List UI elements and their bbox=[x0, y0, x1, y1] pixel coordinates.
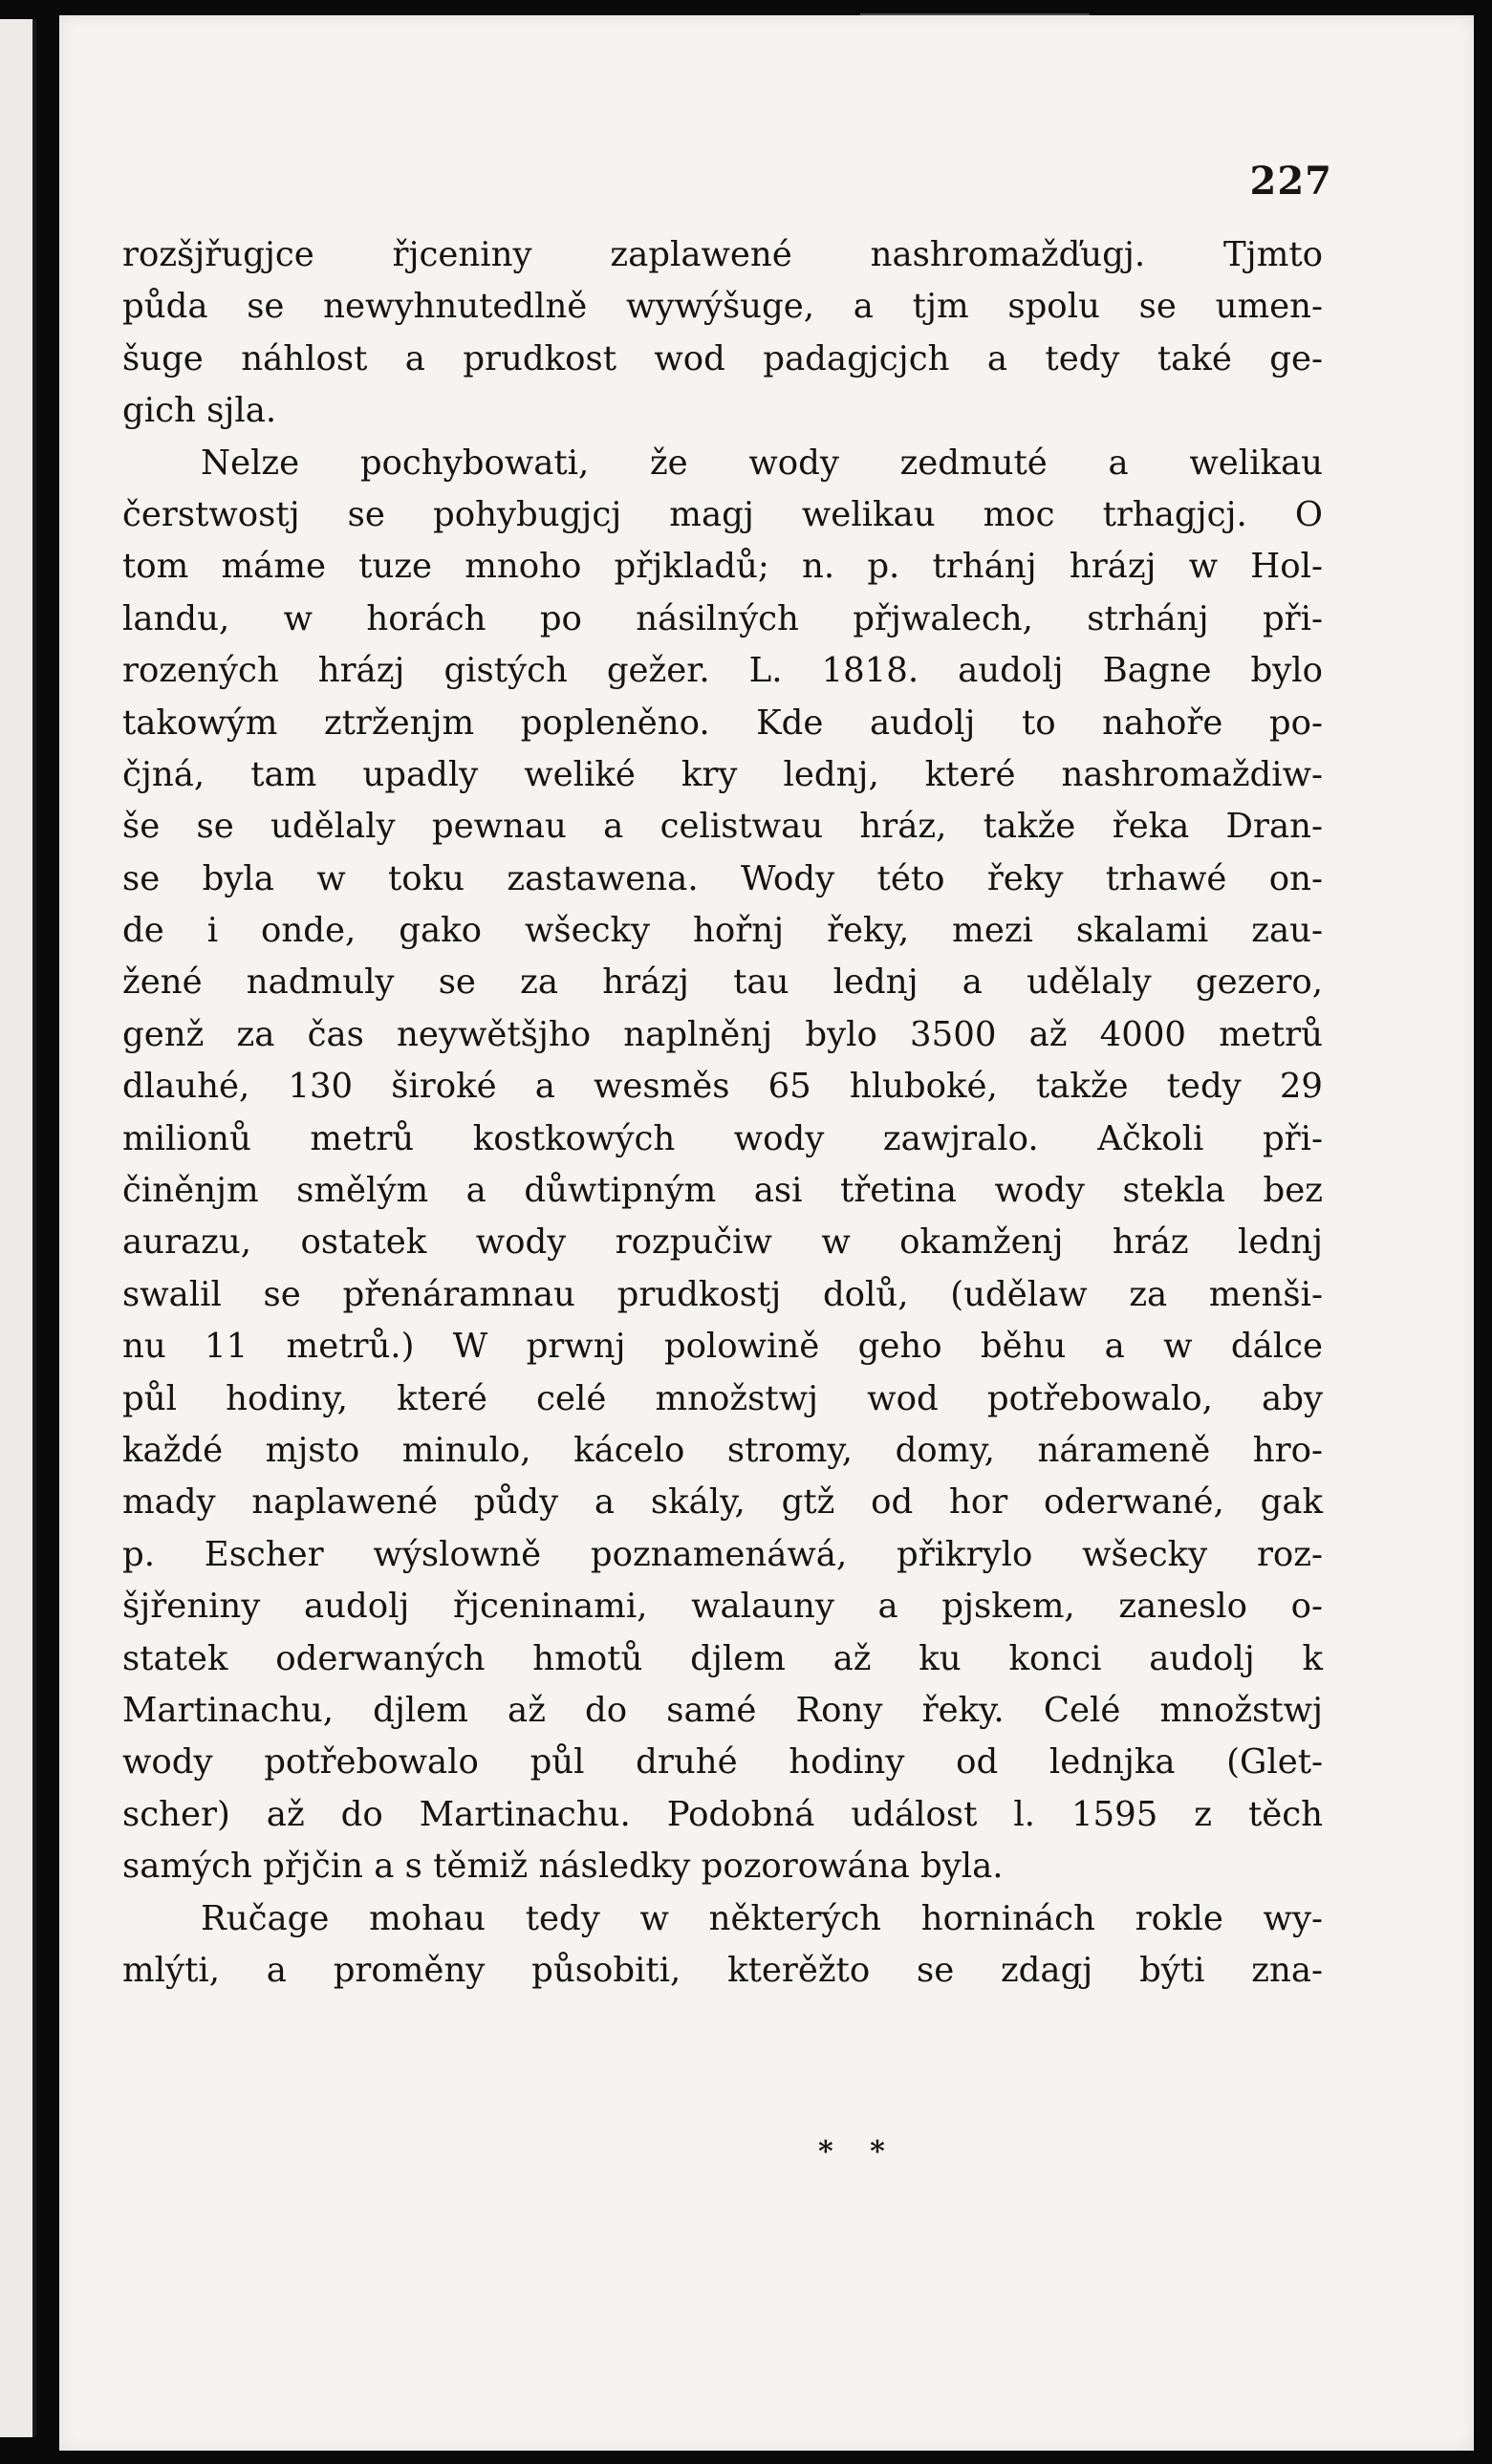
text-line: každé mjsto minulo, kácelo stromy, domy, nárameně hro- bbox=[122, 1430, 1323, 1470]
text-line: půda se newyhnutedlně wywýšuge, a tjm spolu se umen- bbox=[122, 287, 1323, 327]
text-line: genž za čas neywětšjho naplněnj bylo 3500 až 4000 metrů bbox=[122, 1014, 1323, 1054]
text-line: swalil se přenáramnau prudkostj dolů, (udělaw za menši- bbox=[122, 1274, 1323, 1314]
text-line: rozených hrázj gistých gežer. L. 1818. audolj Bagne bylo bbox=[122, 651, 1323, 691]
text-line: šuge náhlost a prudkost wod padagjcjch a tedy také ge- bbox=[122, 338, 1323, 378]
text-line: rozšjřugjce řjceniny zaplawené nashromažďugj. Tjmto bbox=[122, 235, 1323, 274]
text-line: p. Escher wýslowně poznamenáwá, přikrylo wšecky roz- bbox=[122, 1534, 1323, 1574]
signature-mark: * * bbox=[818, 2135, 898, 2169]
text-line: půl hodiny, které celé množstwj wod potřebowalo, aby bbox=[122, 1378, 1323, 1418]
text-line: nu 11 metrů.) W prwnj polowině geho běhu a w dálce bbox=[122, 1327, 1323, 1367]
text-line: aurazu, ostatek wody rozpučiw w okamženj hráz lednj bbox=[122, 1222, 1323, 1263]
text-line: čjná, tam upadly weliké kry lednj, které nashromaždiw- bbox=[122, 754, 1323, 794]
text-line: samých přjčin a s těmiž následky pozorowána byla. bbox=[122, 1847, 1004, 1887]
text-line: žené nadmuly se za hrázj tau lednj a udělaly gezero, bbox=[122, 962, 1323, 1003]
text-line: tom máme tuze mnoho přjkladů; n. p. trhánj hrázj w Hol- bbox=[122, 547, 1323, 587]
text-line: mady naplawené půdy a skály, gtž od hor oderwané, gak bbox=[122, 1482, 1323, 1523]
text-line: dlauhé, 130 široké a wesměs 65 hluboké, takže tedy 29 bbox=[122, 1067, 1323, 1107]
text-line: čerstwostj se pohybugjcj magj welikau moc trhagjcj. O bbox=[122, 494, 1323, 534]
text-line: Nelze pochybowati, že wody zedmuté a welikau bbox=[201, 443, 1323, 483]
text-line: landu, w horách po násilných přjwalech, strhánj při- bbox=[122, 598, 1323, 638]
text-line: Martinachu, djlem až do samé Rony řeky. Celé množstwj bbox=[122, 1690, 1323, 1730]
text-line: Ručage mohau tedy w některých horninách rokle wy- bbox=[201, 1898, 1323, 1938]
text-line: gich sjla. bbox=[122, 391, 277, 431]
text-line: statek oderwaných hmotů djlem až ku konci audolj k bbox=[122, 1638, 1323, 1678]
text-line: činěnjm smělým a důwtipným asi třetina wody stekla bez bbox=[122, 1171, 1323, 1211]
text-line: takowým ztrženjm popleněno. Kde audolj to nahoře po- bbox=[122, 702, 1323, 743]
body-text bbox=[122, 229, 1323, 1997]
text-line: wody potřebowalo půl druhé hodiny od lednjka (Glet- bbox=[122, 1742, 1323, 1783]
text-line: šjřeniny audolj řjceninami, walauny a pjskem, zaneslo o- bbox=[122, 1587, 1323, 1627]
text-line: se byla w toku zastawena. Wody této řeky trhawé on- bbox=[122, 858, 1323, 898]
book-page bbox=[59, 15, 1474, 2451]
text-line: scher) až do Martinachu. Podobná událost l. 1595 z těch bbox=[122, 1794, 1323, 1834]
text-line: de i onde, gako wšecky hořnj řeky, mezi skalami zau- bbox=[122, 911, 1323, 951]
text-line: mlýti, a proměny působiti, kterěžto se zdagj býti zna- bbox=[122, 1950, 1323, 1990]
page-number: 227 bbox=[1249, 159, 1332, 204]
adjacent-page-edge bbox=[0, 19, 36, 2437]
text-line: milionů metrů kostkowých wody zawjralo. Ačkoli při- bbox=[122, 1118, 1323, 1158]
text-line: še se udělaly pewnau a celistwau hráz, takže řeka Dran- bbox=[122, 807, 1323, 847]
